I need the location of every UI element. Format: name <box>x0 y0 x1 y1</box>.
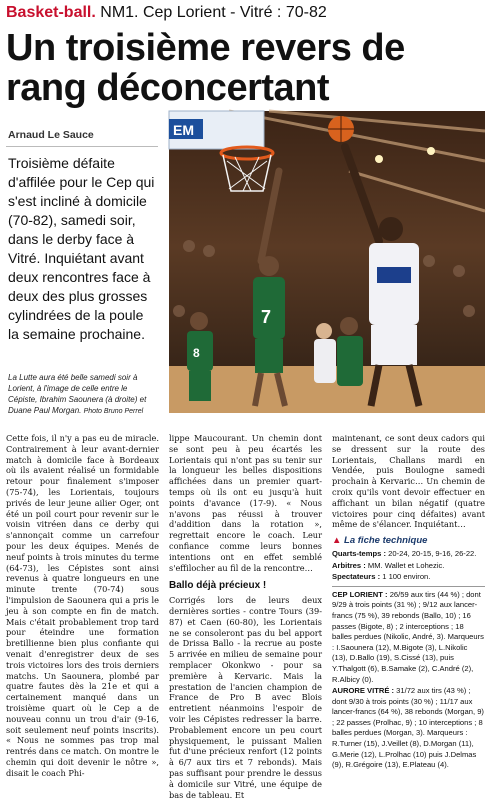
team2-stats: 31/72 aux tirs (43 %) ; dont 9/30 à trois points (30 %) ; 11/17 aux lancer-francs (64 %), 38 rebonds (Morgan, 9) ; 22 passes (Prolhac, 9) ; 10 interceptions ; 8 balles perdues (Morgan, 3). Marqueurs : R.Turner (15), J.Veillet (8), D.Morgan (11), G.Merie (12), L.Prolhac (10) puis J.Delmas (9), R.Grégoire (13), E.Plateau (4). <box>332 686 484 770</box>
arena-light <box>427 147 435 155</box>
fiche-quarters <box>332 549 485 560</box>
fiche-spectators <box>332 572 485 583</box>
jersey-number-left: 8 <box>193 346 200 360</box>
article-column-2 <box>169 433 322 800</box>
triangle-icon: ▲ <box>332 535 342 547</box>
body-text-col2b: Corrigés lors de leurs deux dernières sorties - contre Tours (39-87) et Caen (60-80), les Lorientais ne se consoleront pas du bel apport de Drissa Ballo - la recrue au poste 5 arrivée en milieu de semaine pour remplacer Okonkwo - pour sa première à Kervaric. Mais la prestation de l'ancien champion de France de Pro B avec Blois entretient néanmoins l'espoir de voir les Cépistes redresser la barre. Probablement encore un peu court physiquement, le puissant Malien fut d'une précieux renfort (12 points à 6/7 aux tirs et 7 rebonds). Mais pas suffisant pour prendre le dessus à domicile sur Vitré, une équipe de bas de tableau. Et <box>169 595 322 800</box>
fiche-divider <box>332 586 485 587</box>
fiche-team2 <box>332 686 485 771</box>
photo-illustration <box>169 111 485 413</box>
fiche-technique-title <box>332 536 485 547</box>
team1-name: CEP LORIENT : <box>332 589 388 599</box>
byline-divider <box>6 146 158 147</box>
team1-stats: 26/59 aux tirs (44 %) ; dont 9/29 à trois points (31 %) ; 9/12 aux lancer-francs (75 %), 39 rebonds (Ballo, 10) ; 16 passes (Bigote, 8) ; 2 interceptions ; 18 balles perdues (Nikolic, André, 3). Marqueurs : I.Saounera (12), M.Bigote (3), L.Nikolic (13), D.Ballo (19), S.Cissé (13), puis Y.Thalgott (6), B.Samake (2), C.André (2), R.Albicy (0). <box>332 589 484 684</box>
referees-label: Arbitres : <box>332 560 366 570</box>
body-text-col2a: lippe Maucourant. Un chemin dont se sont peu à peu écartés les Lorientais qui n'ont pas su tenir sur la longueur les belles dispositions affichées dans un premier quart-temps où ils ont eu jusqu'à huit points d'avance (17-9). « Nous n'avons pas réussi à trouver d'addition dans la rotation », regrettait encore le coach. Leur confiance comme leurs bonnes intentions ont en effet semblé s'effilocher au fil de la rencontre… <box>169 433 322 573</box>
arena-light <box>375 155 383 163</box>
headline: Un troisième revers de rang déconcertant <box>6 27 405 109</box>
lead-paragraph: Troisième défaite d'affilée pour le Cep qui s'est incliné à domicile (70-82), samedi soir, dans le derby face à Vitré. Inquiétant avant deux rencontres face à deux des plus grosses cylindrées de la poule la semaine prochaine. <box>8 155 155 342</box>
fiche-technique <box>332 549 485 771</box>
team2-name: AURORE VITRÉ : <box>332 686 395 696</box>
spectators-label: Spectateurs : <box>332 572 381 582</box>
subheading: Ballo déjà précieux ! <box>169 580 267 592</box>
game-photo <box>169 111 485 413</box>
body-text-col3: maintenant, ce sont deux cadors qui se dressent sur la route des Lorientais, Challans mardi en Vendée, puis Boulogne samedi prochain à Kervaric… Un chemin de croix qu'ils vont devoir effectuer en affichant un bilan négatif (quatre victoires pour cinq défaites) avant même de s'élancer. Inquiétant… <box>332 433 485 530</box>
body-text-col1: Cette fois, il n'y a pas eu de miracle. Contrairement à leur avant-dernier match à domicile face à Bordeaux où ils avaient réalisé un formidable retour pour finalement s'imposer (75-74), les Lorientais, toujours privés de leur jeune ailier Oger, ont été un poil court pour revenir sur le voisin vitréen dans ce derby qui s'annonçait comme un carrefour pour les deux équipes. Menés de neuf points à trois minutes du terme (64-73), les Cépistes sont ainsi revenus à quatre longueurs en une minute trente (70-74) sous l'impulsion de Saounera qui a pris le jeu à son compte en fin de match. Mais c'était probablement trop tard pour éteindre une formation bretillienne bien plus confiante qui venait d'enregistrer deux de ses trois victoires lors des trois derniers matchs. Un Saounera, plombé par quatre fautes dès la 21e et qui a certainement manqué dans un troisième quart où le Cep a de nouveau connu un trou d'air (9-16, soit seulement neuf points inscrits). « Nous ne sommes pas trop mal rentrés dans ce match. On montre le chemin qui doit devenir le nôtre », disait le coach Phi- <box>6 433 159 778</box>
photo-caption <box>8 372 158 417</box>
sport-label: Basket-ball. <box>6 4 96 21</box>
fiche-title-text: La fiche technique <box>344 535 428 547</box>
article-column-1 <box>6 433 159 793</box>
photo-credit: Photo Bruno Perrel <box>83 408 144 415</box>
spectators-value: 1 100 environ. <box>382 572 431 582</box>
author-byline: Arnaud Le Sauce <box>8 129 94 141</box>
jersey-number-mid: 7 <box>261 307 272 327</box>
quarters-label: Quarts-temps : <box>332 548 387 558</box>
kicker <box>6 4 327 22</box>
article-column-3 <box>332 433 485 793</box>
quarters-value: 20-24, 20-15, 9-16, 26-22. <box>388 548 477 558</box>
sponsor-text: EM <box>173 122 194 138</box>
fiche-referees <box>332 561 485 572</box>
referees-value: MM. Wallet et Lohezic. <box>367 560 445 570</box>
match-label: NM1. Cep Lorient - Vitré : 70-82 <box>100 4 327 21</box>
fiche-team1 <box>332 590 485 685</box>
caption-text: La Lutte aura été belle samedi soir à Lorient, à l'image de celle entre le Cépiste, Ibrahim Saounera (à droite) et Duane Paul Morgan. <box>8 373 147 415</box>
